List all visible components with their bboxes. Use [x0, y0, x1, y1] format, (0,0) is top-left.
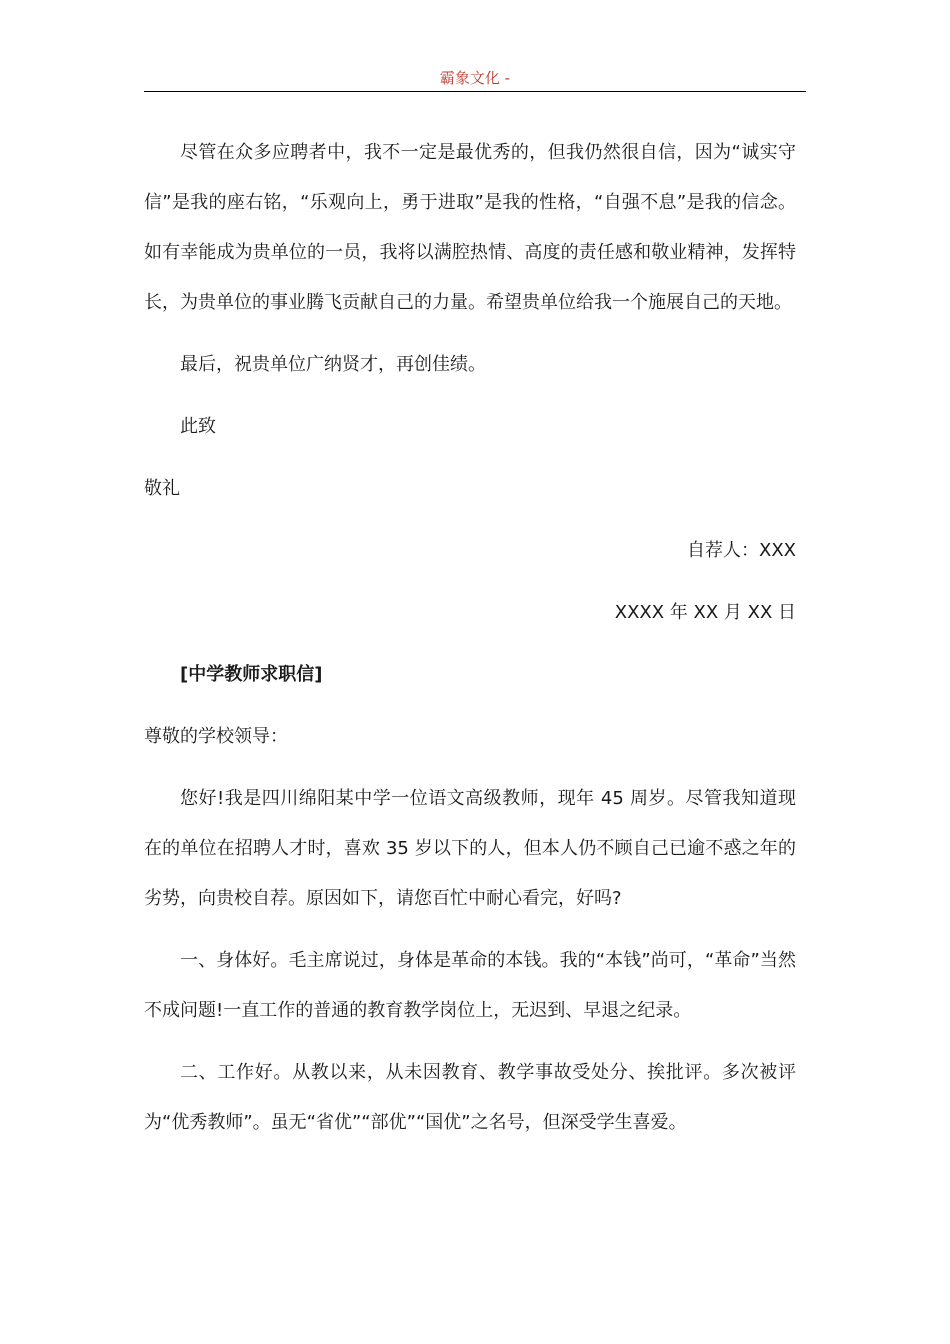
date-line: XXXX 年 XX 月 XX 日: [614, 602, 796, 623]
header-title: 霸象文化 -: [439, 69, 511, 87]
salutation: 尊敬的学校领导：: [144, 726, 288, 747]
signature-line: 自荐人：XXX: [687, 540, 796, 561]
document-body: [144, 128, 796, 1148]
closing-jingli: 敬礼: [144, 478, 180, 499]
paragraph-intro: 您好!我是四川绵阳某中学一位语文高级教师，现年 45 周岁。尽管我知道现在的单位在招聘人才时，喜欢 35 岁以下的人，但本人仍不顾自己已逾不惑之年的劣势，向贵校自荐。原因如下，请您百忙中耐心看完，好吗?: [144, 788, 796, 909]
page-header: [144, 66, 806, 92]
closing-cizhi: 此致: [180, 416, 216, 437]
paragraph-health: 一、身体好。毛主席说过，身体是革命的本钱。我的“本钱”尚可，“革命”当然不成问题!一直工作的普通的教育教学岗位上，无迟到、早退之纪录。: [144, 950, 796, 1021]
paragraph-work: 二、工作好。从教以来，从未因教育、教学事故受处分、挨批评。多次被评为“优秀教师”。虽无“省优”“部优”“国优”之名号，但深受学生喜爱。: [144, 1062, 796, 1133]
paragraph-wishes: 最后，祝贵单位广纳贤才，再创佳绩。: [180, 354, 486, 375]
paragraph-confidence: 尽管在众多应聘者中，我不一定是最优秀的，但我仍然很自信，因为“诚实守信”是我的座右铭，“乐观向上，勇于进取”是我的性格，“自强不息”是我的信念。如有幸能成为贵单位的一员，我将以满腔热情、高度的责任感和敬业精神，发挥特长，为贵单位的事业腾飞贡献自己的力量。希望贵单位给我一个施展自己的天地。: [144, 142, 796, 313]
section-title: [中学教师求职信]: [180, 664, 323, 685]
